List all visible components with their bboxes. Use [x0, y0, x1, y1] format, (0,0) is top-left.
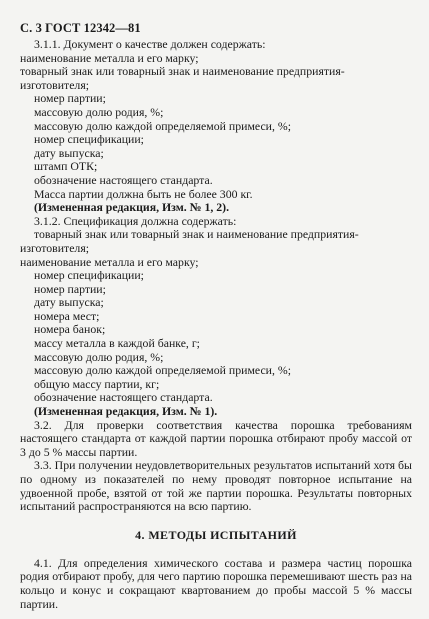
- list-item: наименование металла и его марку;: [20, 254, 199, 269]
- clause-3-1-2: 3.1.2. Спецификация должна содержать:: [34, 213, 237, 228]
- amendment-note: (Измененная редакция, Изм. № 1, 2).: [34, 200, 230, 215]
- list-item: дату выпуска;: [34, 145, 104, 160]
- list-item: номер партии;: [34, 281, 106, 296]
- list-item: обозначение настоящего стандарта.: [34, 172, 213, 187]
- list-item: номер спецификации;: [34, 268, 144, 283]
- list-item: товарный знак или товарный знак и наименование предприятия-: [20, 64, 345, 79]
- list-item: Масса партии должна быть не более 300 кг.: [34, 186, 253, 201]
- list-item: изготовителя;: [20, 77, 90, 92]
- list-item: массовую долю каждой определяемой примеси, %;: [34, 118, 291, 133]
- list-item: наименование металла и его марку;: [20, 50, 199, 65]
- page-header: С. 3 ГОСТ 12342—81: [20, 21, 141, 35]
- list-item: массовую долю каждой определяемой примеси, %;: [34, 363, 291, 378]
- list-item: номера мест;: [34, 308, 100, 323]
- document-body: [20, 38, 412, 611]
- list-item: общую массу партии, кг;: [34, 376, 160, 391]
- list-item: номера банок;: [34, 322, 106, 337]
- list-item: массовую долю родия, %;: [34, 104, 164, 119]
- clause-3-3: 3.3. При получении неудовлетворительных результатов испытаний хотя бы по одному из показателей по нему проводят повторное испытание на удвоенной пробе, взятой от той же партии порошка. Результаты повторных испытаний распространяются на всю партию.: [20, 458, 412, 514]
- list-item: изготовителя;: [20, 240, 90, 255]
- list-item: обозначение настоящего стандарта.: [34, 390, 213, 405]
- clause-3-1-1: 3.1.1. Документ о качестве должен содержать:: [34, 37, 266, 51]
- list-item: номер партии;: [34, 91, 106, 106]
- section-heading: 4. МЕТОДЫ ИСПЫТАНИЙ: [135, 527, 297, 542]
- list-item: массовую долю родия, %;: [34, 349, 164, 364]
- list-item: номер спецификации;: [34, 132, 144, 147]
- clause-4-1: 4.1. Для определения химического состава и размера частиц порошка родия отбирают пробу, для чего партию порошка перемешивают шесть раз на кольцо и конус и сокращают квартованием до пробы массой 5 % массы партии.: [20, 555, 412, 611]
- list-item: дату выпуска;: [34, 295, 104, 310]
- clause-3-2: 3.2. Для проверки соответствия качества порошка требованиям настоящего стандарта от каждой партии порошка отбирают пробу массой от 3 до 5 % массы партии.: [20, 417, 412, 459]
- list-item: товарный знак или товарный знак и наименование предприятия-: [34, 227, 359, 242]
- amendment-note: (Измененная редакция, Изм. № 1).: [34, 404, 218, 419]
- list-item: штамп ОТК;: [34, 159, 98, 174]
- list-item: массу металла в каждой банке, г;: [34, 336, 200, 351]
